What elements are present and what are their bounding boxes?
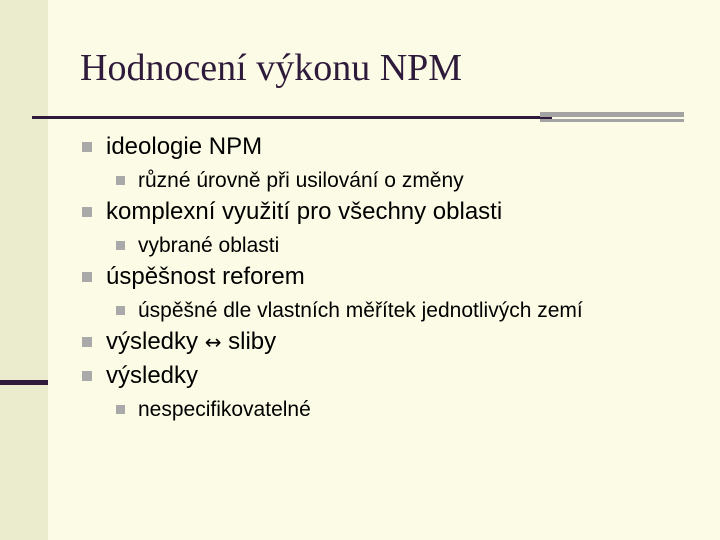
bullet-item — [80, 132, 680, 162]
bullet-text: ideologie NPM — [106, 133, 263, 160]
bullet-text-left: výsledky — [106, 328, 199, 355]
bullet-text-right: sliby — [228, 328, 277, 355]
bullet-item — [80, 361, 680, 391]
bullet-text: výsledky — [106, 362, 199, 389]
square-bullet-icon — [116, 176, 125, 185]
title-divider-accent — [540, 112, 684, 117]
square-bullet-icon — [116, 405, 125, 414]
sub-bullet-text: nespecifikovatelné — [138, 398, 311, 421]
square-bullet-icon — [82, 272, 92, 282]
bullet-item — [80, 262, 680, 292]
bullet-item — [80, 197, 680, 227]
left-right-arrow-icon: ↔ — [204, 330, 222, 354]
square-bullet-icon — [82, 207, 92, 217]
bullet-list — [80, 128, 680, 426]
sub-bullet-text: vybrané oblasti — [138, 234, 280, 257]
left-decorative-band — [0, 0, 48, 540]
sub-bullet-item — [80, 168, 680, 193]
left-accent-bar — [0, 380, 48, 385]
sub-bullet-item — [80, 233, 680, 258]
sub-bullet-item — [80, 397, 680, 422]
square-bullet-icon — [82, 371, 92, 381]
title-divider-accent-lower — [540, 119, 684, 122]
bullet-item — [80, 327, 680, 357]
sub-bullet-text: úspěšné dle vlastních měřítek jednotlivých zemí — [138, 299, 583, 322]
square-bullet-icon — [82, 142, 92, 152]
square-bullet-icon — [82, 337, 92, 347]
slide-title: Hodnocení výkonu NPM — [80, 47, 463, 89]
sub-bullet-item — [80, 298, 680, 323]
bullet-text: komplexní využití pro všechny oblasti — [106, 198, 503, 225]
sub-bullet-text: různé úrovně při usilování o změny — [138, 169, 464, 192]
bullet-text: úspěšnost reforem — [106, 263, 305, 290]
square-bullet-icon — [116, 306, 125, 315]
square-bullet-icon — [116, 241, 125, 250]
title-divider — [32, 116, 552, 119]
